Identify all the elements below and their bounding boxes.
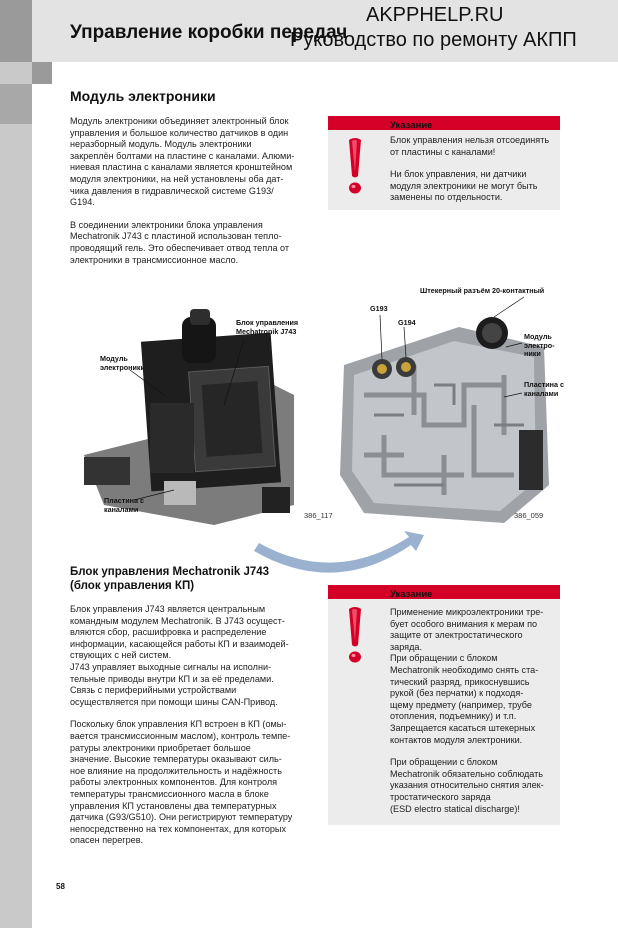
note-header-bar: [328, 585, 560, 599]
note-paragraph: При обращении с блоком Mechatronik обязательно соблюдать указания относительно снятия элек- тростатического заряда (ESD electro statical discharge)!: [390, 757, 544, 814]
channel-plate-image: [340, 317, 549, 523]
mechatronik-illustration: [64, 285, 564, 575]
note-paragraph: Ни блок управления, ни датчики модуля электроники не могут быть заменены по отдельности.: [390, 169, 538, 203]
callout-module-right: Модуль электро- ники: [524, 332, 555, 359]
chapter-title: Управление коробки передач: [70, 22, 348, 43]
section-body: [70, 116, 312, 277]
callout-module: Модуль электроники: [100, 354, 145, 372]
exclamation-icon: [344, 605, 366, 665]
header-decor-square: [0, 0, 32, 62]
section-title: Модуль электроники: [70, 88, 216, 104]
figure-number: 386_117: [304, 511, 333, 520]
left-margin-strip: [0, 0, 32, 928]
note-body: [390, 607, 556, 826]
electronics-module-image: [84, 309, 294, 525]
callout-control-unit: Блок управления Mechatronik J743: [236, 318, 299, 336]
transition-arrow: [254, 531, 424, 573]
header-decor-square: [0, 84, 32, 124]
section-title: Блок управления Mechatronik J743 (блок управления КП): [70, 566, 270, 592]
watermark-site: AKPPHELP.RU: [366, 4, 504, 26]
watermark-subtitle: Руководство по ремонту АКПП: [290, 29, 577, 51]
paragraph: Блок управления J743 является центральным командным модулем Mechatronik. В J743 осущест- вляются сбор, расшифровка и распределение информации, касающейся работы КП и взаимодей- ствующих с ней систем. J743 управляет выходные сигналы на исполни- тельные приводы внутри КП и за её пределами. Связь с периферийными устройствами осуществляется при помощи шины CAN-Привод.: [70, 604, 289, 707]
note-body: [390, 135, 556, 215]
note-paragraph: Применение микроэлектроники тре- бует особого внимания к мерам по защите от электростатического заряда. При обращении с блоком Mechatronik необходимо снять ста- тический разряд, прикоснувшись рукой (без перчатки) к подходя- щему предмету (например, трубе отопления, подъемнику) и т.п. Запрещается касаться штекерных контактов модуля электроники.: [390, 607, 544, 745]
mechatronik-figure: [64, 285, 564, 575]
header-decor-square: [32, 62, 52, 84]
note-box: [328, 585, 560, 825]
page-number: 58: [56, 882, 65, 891]
callout-plate: Пластина с каналами: [104, 496, 144, 514]
note-paragraph: Блок управления нельзя отсоединять от пластины с каналами!: [390, 135, 550, 157]
section-body: [70, 604, 312, 858]
callout-connector: Штекерный разъём 20-контактный: [420, 286, 545, 295]
note-label: Указание: [390, 589, 433, 600]
figure-number: 386_059: [514, 511, 544, 520]
note-box: [328, 116, 560, 210]
paragraph: Поскольку блок управления КП встроен в КП (омы- вается трансмиссионным маслом), контроль темпе- ратуры электроники приобретает большое значение. Высокие температуры оказывают силь- ное влияние на продолжительность и надёжность работы электронных компонентов. Для контроля температуры трансмиссионного масла в блоке управления КП установлены два температурных датчика (G93/G510). Они регистрируют температуру непосредственно на тех компонентах, для которых опасен перегрев.: [70, 719, 293, 846]
callout-g194: G194: [398, 318, 416, 327]
exclamation-icon: [344, 136, 366, 196]
paragraph: В соединении электроники блока управления Mechatronik J743 с пластиной использован тепло- проводящий гель. Это обеспечивает отвод тепла от электроники в трансмиссионное масло.: [70, 219, 290, 265]
callout-plate-right: Пластина с каналами: [524, 380, 564, 398]
note-header-bar: [328, 116, 560, 130]
note-label: Указание: [390, 120, 433, 131]
callout-g193: G193: [370, 304, 388, 313]
paragraph: Модуль электроники объединяет электронный блок управления и большое количество датчиков в один неразборный модуль. Модуль электроники закреплён болтами на пластине с каналами. Алюми- ниевая пластина с каналами является кронштейном модуля электроники, на ней установлены оба дат- чика давления в гидравлической системе G193/ G194.: [70, 116, 295, 208]
